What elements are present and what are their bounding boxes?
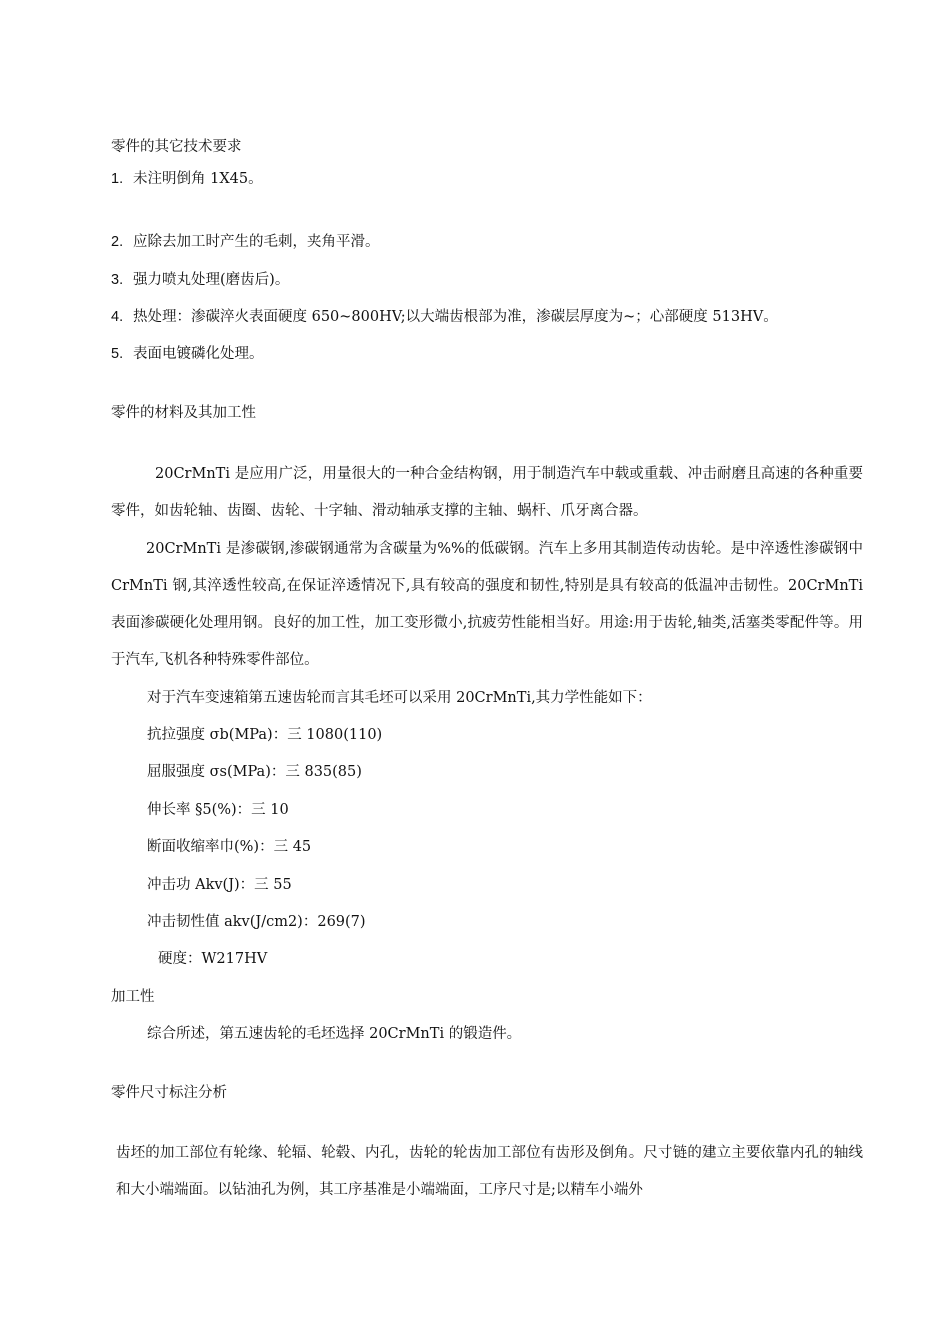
property-line: 断面收缩率巾(%)：三 45 [147,839,312,855]
property-line: 屈服强度 σs(MPa)：三 835(85) [147,764,362,780]
section-title-material: 零件的材料及其加工性 [111,405,256,421]
section-title-tech-requirements: 零件的其它技术要求 [111,139,242,155]
paragraph-material-intro: 20CrMnTi 是应用广泛，用量很大的一种合金结构钢，用于制造汽车中载或重载、冲击耐磨且高速的各种重要零件，如齿轮轴、齿圈、齿轮、十字轴、滑动轴承支撑的主轴、蜗杆、爪牙离合器。 [111,466,863,519]
list-item [111,344,264,364]
list-item-text: 未注明倒角 1X45。 [133,171,263,187]
list-item-number: 4. [111,309,124,325]
section-title-dimension: 零件尺寸标注分析 [111,1085,227,1101]
list-item-number: 2. [111,234,124,250]
list-item [111,270,289,290]
paragraph-dimension-analysis: 齿坯的加工部位有轮缘、轮辐、轮毂、内孔，齿轮的轮齿加工部位有齿形及倒角。尺寸链的建立主要依靠内孔的轴线和大小端端面。以钻油孔为例，其工序基准是小端端面，工序尺寸是;以精车小端外 [116,1145,863,1198]
property-line: 冲击韧性值 akv(J/cm2)：269(7) [147,914,366,930]
list-item-number: 1. [111,171,124,187]
list-item [111,232,380,252]
list-item-text: 强力喷丸处理(磨齿后)。 [133,272,290,288]
list-item [111,307,778,327]
subheading-machinability: 加工性 [111,989,155,1005]
paragraph-conclusion: 综合所述，第五速齿轮的毛坯选择 20CrMnTi 的锻造件。 [147,1026,522,1042]
list-item-text: 应除去加工时产生的毛刺，夹角平滑。 [133,234,380,250]
property-line: 伸长率 §5(%)：三 10 [147,802,289,818]
list-item-number: 5. [111,346,124,362]
list-item [111,169,263,189]
list-item-text: 表面电镀磷化处理。 [133,346,264,362]
list-item-number: 3. [111,272,124,288]
property-line: 抗拉强度 σb(MPa)：三 1080(110) [147,727,383,743]
property-line: 硬度：W217HV [158,951,268,967]
list-item-text: 热处理：渗碳淬火表面硬度 650~800HV;以大端齿根部为准，渗碳层厚度为~；心部硬度 513HV。 [133,309,778,325]
paragraph-material-details: 20CrMnTi 是渗碳钢,渗碳钢通常为含碳量为%%的低碳钢。汽车上多用其制造传动齿轮。是中淬透性渗碳钢中 CrMnTi 钢,其淬透性较高,在保证淬透情况下,具有较高的强度和韧性,特别是具有较高的低温冲击韧性。20CrMnTi 表面渗碳硬化处理用钢。良好的加工性，加工变形微小,抗疲劳性能相当好。用途:用于齿轮,轴类,活塞类零配件等。用于汽车,飞机各种特殊零件部位。 [111,541,863,668]
paragraph-blank-selection: 对于汽车变速箱第五速齿轮而言其毛坯可以采用 20CrMnTi,其力学性能如下： [147,690,652,706]
property-line: 冲击功 Akv(J)：三 55 [147,877,292,893]
